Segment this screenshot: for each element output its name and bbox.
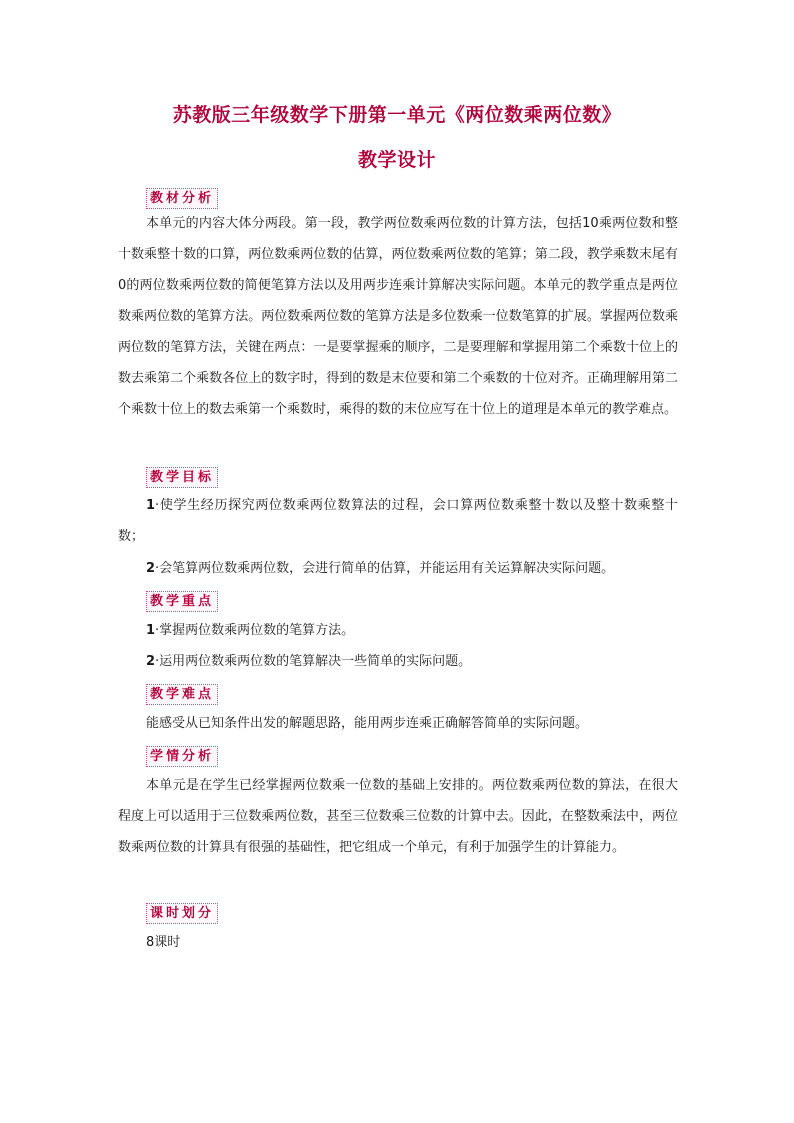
- material-analysis-paragraph: 本单元的内容大体分两段。第一段，教学两位数乘两位数的计算方法，包括10乘两位数和整十数乘整十数的口算，两位数乘两位数的估算，两位数乘两位数的笔算；第二段，教学乘数末尾有0的两位数乘两位数的简便笔算方法以及用两步连乘计算解决实际问题。本单元的教学重点是两位数乘两位数的笔算方法。两位数乘两位数的笔算方法是多位数乘一位数笔算的扩展。掌握两位数乘两位数的笔算方法，关键在两点：一是要掌握乘的顺序，二是要理解和掌握用第二个乘数十位上的数去乘第二个乘数各位上的数字时，得到的数是末位要和第二个乘数的十位对齐。正确理解用第二个乘数十位上的数去乘第一个乘数时，乘得的数的末位应写在十位上的道理是本单元的教学难点。: [118, 216, 678, 417]
- goal-item-1: [118, 490, 678, 552]
- goal-item-number: 1: [146, 498, 156, 513]
- section-tag-schedule: 课时划分: [146, 903, 218, 924]
- document-subtitle: 教学设计: [357, 149, 436, 171]
- section-tag-learner: 学情分析: [146, 746, 218, 767]
- key-point-text: ·掌握两位数乘两位数的笔算方法。: [155, 623, 355, 638]
- section-tag-key-points: 教学重点: [146, 591, 218, 612]
- key-point-number: 2: [146, 654, 156, 669]
- key-point-text: ·运用两位数乘两位数的笔算解决一些简单的实际问题。: [155, 654, 472, 669]
- section-tag-difficulties: 教学难点: [146, 684, 218, 705]
- goal-item-text: ·使学生经历探究两位数乘两位数算法的过程，会口算两位数乘整十数以及整十数乘整十数；: [118, 498, 678, 544]
- document-title: 苏教版三年级数学下册第一单元《两位数乘两位数》: [172, 104, 622, 126]
- schedule-text: 8课时: [146, 935, 181, 950]
- goal-item-text: ·会笔算两位数乘两位数，会进行简单的估算，并能运用有关运算解决实际问题。: [155, 561, 615, 576]
- goal-item-2: [118, 553, 678, 584]
- key-point-item-1: [118, 615, 678, 646]
- section-tag-goals: 教学目标: [146, 467, 218, 488]
- key-point-item-2: [118, 646, 678, 677]
- section-tag-material: 教材分析: [146, 188, 218, 209]
- key-point-number: 1: [146, 623, 156, 638]
- learner-analysis-paragraph: 本单元是在学生已经掌握两位数乘一位数的基础上安排的。两位数乘两位数的算法，在很大程度上可以适用于三位数乘两位数，甚至三位数乘三位数的计算中去。因此，在整数乘法中，两位数乘两位数的计算具有很强的基础性，把它组成一个单元，有利于加强学生的计算能力。: [118, 778, 678, 855]
- difficulties-paragraph: 能感受从已知条件出发的解题思路，能用两步连乘正确解答简单的实际问题。: [146, 716, 589, 731]
- goal-item-number: 2: [146, 561, 156, 576]
